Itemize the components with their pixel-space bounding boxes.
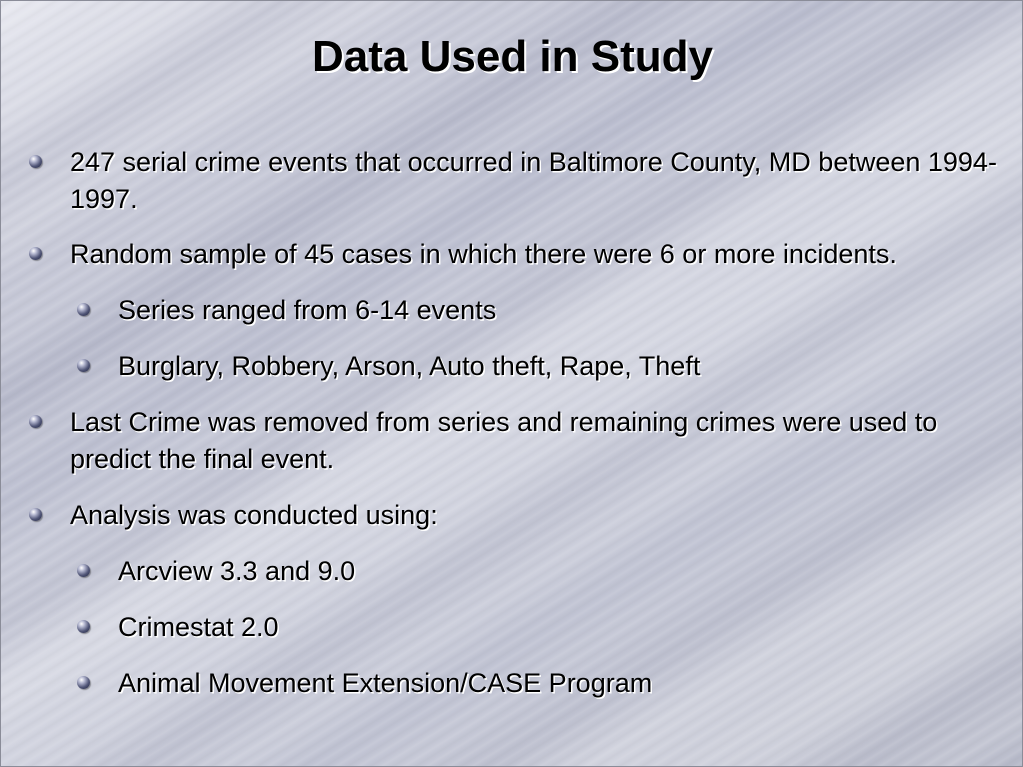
bullet-item: Analysis was conducted using: [70,500,438,530]
bullet-item: 247 serial crime events that occurred in Baltimore County, MD between 1994-1997. [70,147,997,214]
bullet-icon [29,508,42,521]
sub-bullet-icon [77,620,90,633]
bullet-icon [29,415,42,428]
sub-bullet-icon [77,676,90,689]
sub-bullet-icon [77,303,90,316]
sub-bullet-item: Animal Movement Extension/CASE Program [118,668,653,698]
sub-bullet-item: Series ranged from 6-14 events [118,295,497,325]
sub-bullet-item: Crimestat 2.0 [118,612,279,642]
slide-title: Data Used in Study [312,32,713,81]
sub-bullet-icon [77,564,90,577]
sub-bullet-item: Arcview 3.3 and 9.0 [118,556,356,586]
bullet-icon [29,155,42,168]
sub-bullet-icon [77,359,90,372]
bullet-item: Random sample of 45 cases in which there were 6 or more incidents. [70,239,897,269]
bullet-item: Last Crime was removed from series and remaining crimes were used to predict the final event. [70,407,938,474]
bullet-icon [29,247,42,260]
sub-bullet-item: Burglary, Robbery, Arson, Auto theft, Rape, Theft [118,351,701,381]
